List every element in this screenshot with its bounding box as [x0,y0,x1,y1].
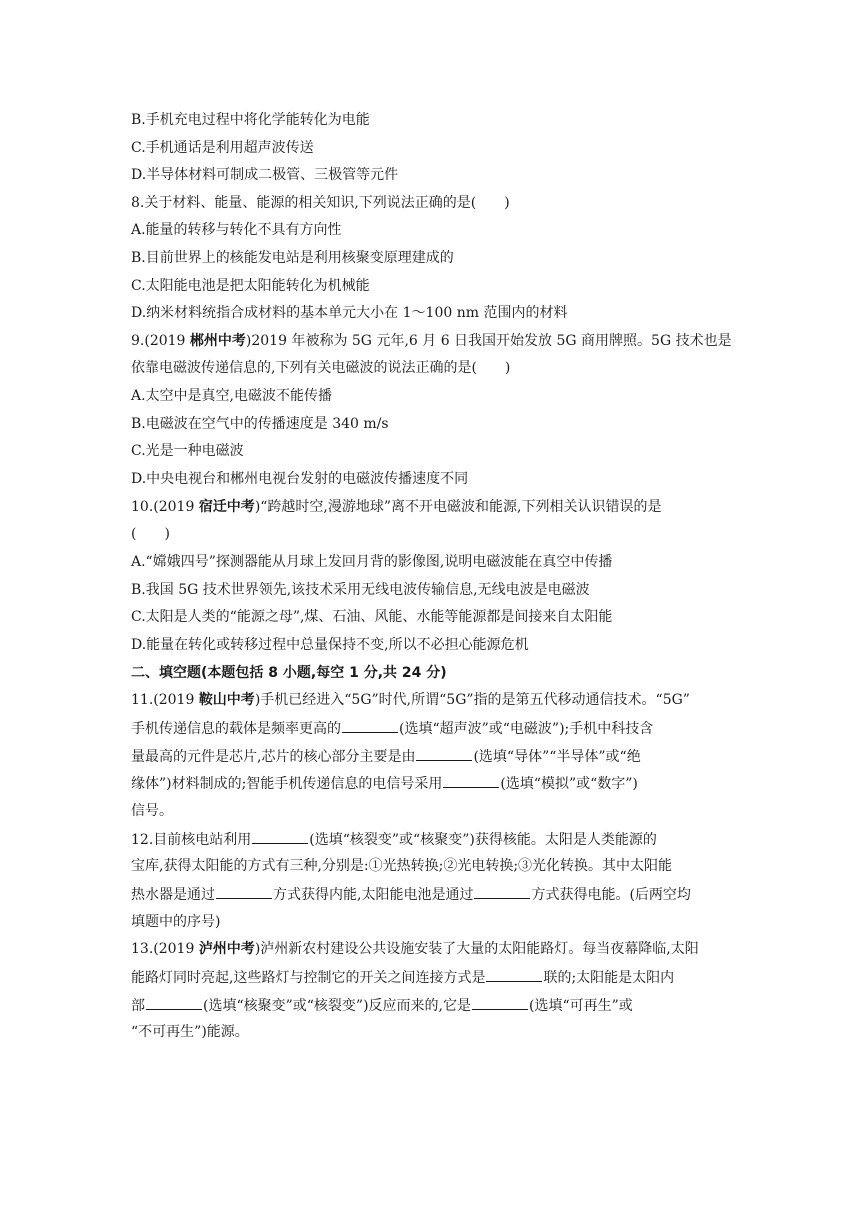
q8-stem: 8.关于材料、能量、能源的相关知识,下列说法正确的是( ) [131,195,510,211]
answer-blank[interactable] [443,773,499,788]
q13-line-1: 13.(2019 泸州中考)泸州新农村建设公共设施安装了大量的太阳能路灯。每当夜幕降临,太阳 [131,941,699,957]
q12-line-1: 12.目前核电站利用 (选填“核裂变”或“核聚变”)获得核能。太阳是人类能源的 [131,829,731,849]
q10-option-b: B.我国 5G 技术世界领先,该技术采用无线电波传输信息,无线电波是电磁波 [131,582,590,598]
q11-line-1: 11.(2019 鞍山中考)手机已经进入“5G”时代,所谓“5G”指的是第五代移动通信技术。“5G” [131,692,690,708]
q7-option-d: D.半导体材料可制成二极管、三极管等元件 [131,167,399,183]
q10-stem-line-2: ( ) [131,526,170,542]
q13-line-3: 部 (选填“核聚变”或“核裂变”)反应而来的,它是 (选填“可再生”或 [131,995,731,1015]
q9-stem-line-2: 依靠电磁波传递信息的,下列有关电磁波的说法正确的是( ) [131,360,511,376]
q7-option-c: C.手机通话是利用超声波传送 [131,140,314,156]
q9-option-b: B.电磁波在空气中的传播速度是 340 m/s [131,416,389,432]
section-heading-fill-in: 二、填空题(本题包括 8 小题,每空 1 分,共 24 分) [131,665,447,681]
q10-option-d: D.能量在转化或转移过程中总量保持不变,所以不必担心能源危机 [131,637,529,653]
q8-option-a: A.能量的转移与转化不具有方向性 [131,222,342,238]
q12-line-2: 宝库,获得太阳能的方式有三种,分别是:①光热转换;②光电转换;③光化转换。其中太阳能 [131,858,673,874]
q9-source: 郴州中考 [189,333,246,349]
answer-blank[interactable] [474,884,530,899]
answer-blank[interactable] [472,995,528,1010]
q11-source: 鞍山中考 [198,692,255,708]
q11-line-4: 缘体”)材料制成的;智能手机传递信息的电信号采用 (选填“模拟”或“数字”) [131,773,731,793]
q12-line-4: 填题中的序号) [131,914,221,930]
q11-line-5: 信号。 [131,803,173,819]
q13-line-4: “不可再生”)能源。 [131,1024,249,1040]
q9-option-d: D.中央电视台和郴州电视台发射的电磁波传播速度不同 [131,471,469,487]
q9-option-c: C.光是一种电磁波 [131,443,244,459]
q10-source: 宿迁中考 [198,499,255,515]
q9-option-a: A.太空中是真空,电磁波不能传播 [131,388,333,404]
q7-option-b: B.手机充电过程中将化学能转化为电能 [131,112,370,128]
q10-option-c: C.太阳是人类的“能源之母”,煤、石油、风能、水能等能源都是间接来自太阳能 [131,609,613,625]
q12-line-3: 热水器是通过 方式获得内能,太阳能电池是通过 方式获得电能。(后两空均 [131,884,731,904]
answer-blank[interactable] [486,967,542,982]
q8-option-c: C.太阳能电池是把太阳能转化为机械能 [131,278,370,294]
answer-blank[interactable] [216,884,272,899]
q8-option-d: D.纳米材料统指合成材料的基本单元大小在 1～100 nm 范围内的材料 [131,305,568,321]
q13-source: 泸州中考 [198,941,255,957]
answer-blank[interactable] [342,718,398,733]
q8-option-b: B.目前世界上的核能发电站是利用核聚变原理建成的 [131,250,454,266]
answer-blank[interactable] [416,746,472,761]
q11-line-2: 手机传递信息的载体是频率更高的 (选填“超声波”或“电磁波”);手机中科技含 [131,718,731,738]
answer-blank[interactable] [252,829,308,844]
q9-stem-line-1: 9.(2019 郴州中考)2019 年被称为 5G 元年,6 月 6 日我国开始发放 5G 商用牌照。5G 技术也是 [131,333,732,349]
answer-blank[interactable] [146,995,202,1010]
q10-option-a: A.“嫦娥四号”探测器能从月球上发回月背的影像图,说明电磁波能在真空中传播 [131,554,613,570]
q10-stem-line-1: 10.(2019 宿迁中考)“跨越时空,漫游地球”离不开电磁波和能源,下列相关认识错误的是 [131,499,662,515]
q11-line-3: 量最高的元件是芯片,芯片的核心部分主要是由 (选填“导体”“半导体”或“绝 [131,746,731,766]
q13-line-2: 能路灯同时亮起,这些路灯与控制它的开关之间连接方式是 联的;太阳能是太阳内 [131,967,731,987]
